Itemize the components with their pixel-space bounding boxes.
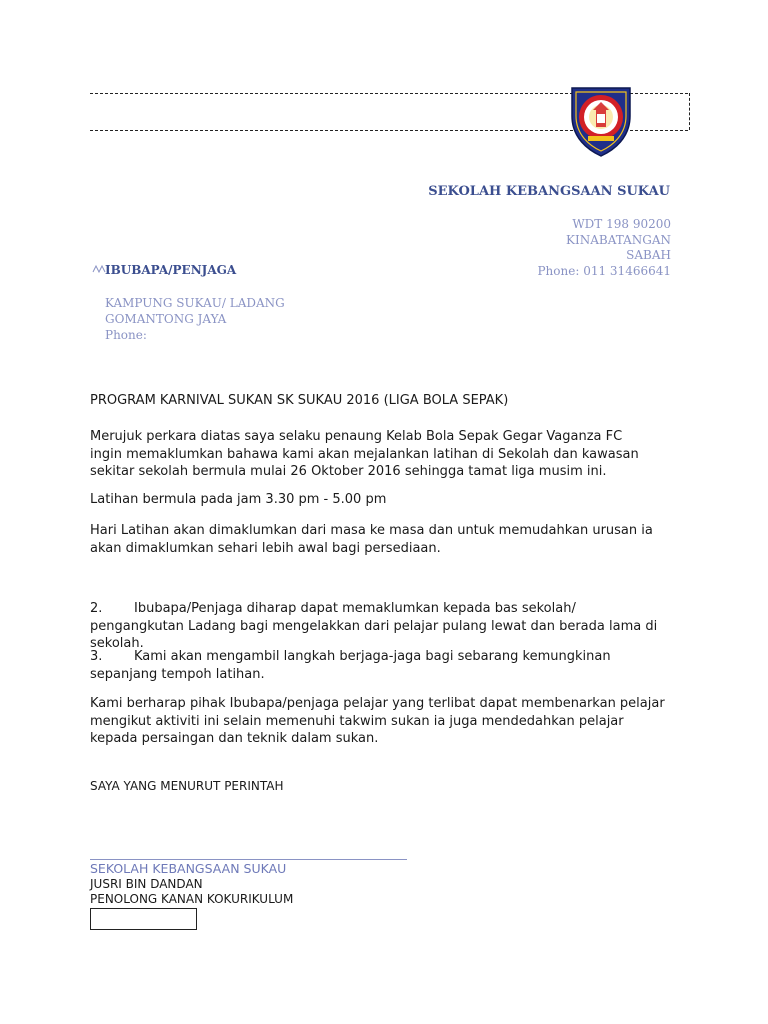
signature-position: PENOLONG KANAN KOKURIKULUM <box>90 892 294 906</box>
recipient-phone: Phone: <box>105 328 147 342</box>
signature-school: SEKOLAH KEBANGSAAN SUKAU <box>90 861 287 876</box>
signature-line <box>90 859 407 860</box>
letter-paragraph: Latihan bermula pada jam 3.30 pm - 5.00 pm <box>90 492 387 507</box>
sender-address-line: SABAH <box>626 248 671 262</box>
signature-stamp-box <box>90 908 197 930</box>
letter-paragraph: Hari Latihan akan dimaklumkan dari masa ke masa dan untuk memudahkan urusan ia akan dimaklumkan sehari lebih awal bagi persediaan. <box>90 523 653 556</box>
list-item-text: Kami akan mengambil langkah berjaga-jaga bagi sebarang kemungkinan sepanjang tempoh latihan. <box>90 649 611 682</box>
sender-address-line: KINABATANGAN <box>566 232 671 247</box>
recipient-address <box>105 295 285 343</box>
school-crest-logo <box>566 80 636 158</box>
recipient-address-line: GOMANTONG JAYA <box>105 312 227 326</box>
sender-school-name: SEKOLAH KEBANGSAAN SUKAU <box>428 184 670 199</box>
letter-paragraph: Kami berharap pihak Ibubapa/penjaga pelajar yang terlibat dapat membenarkan pelajar mengikut aktiviti ini selain memenuhi takwim sukan ia juga mendedahkan pelajar kepada persaingan dan teknik dalam sukan. <box>90 696 665 746</box>
sender-address-line: WDT 198 90200 <box>572 217 671 231</box>
letter-closing: SAYA YANG MENURUT PERINTAH <box>90 779 284 793</box>
header-rule-right-edge <box>689 93 690 130</box>
list-item-text: Ibubapa/Penjaga diharap dapat memaklumkan kepada bas sekolah/ pengangkutan Ladang bagi mengelakkan dari pelajar pulang lewat dan berada lama di sekolah. <box>90 601 658 651</box>
recipient-marker-icon <box>92 258 106 277</box>
letter-paragraph: Merujuk perkara diatas saya selaku penaung Kelab Bola Sepak Gegar Vaganza FC ingin memaklumkan bahawa kami akan mejalankan latihan di Sekolah dan kawasan sekitar sekolah bermula mulai 26 Oktober 2016 sehingga tamat liga musim ini. <box>90 429 639 479</box>
sender-address <box>537 217 671 279</box>
signature-name: JUSRI BIN DANDAN <box>90 877 203 891</box>
recipient-address-line: KAMPUNG SUKAU/ LADANG <box>105 296 285 310</box>
sender-phone: Phone: 011 31466641 <box>537 263 671 278</box>
letter-subject: PROGRAM KARNIVAL SUKAN SK SUKAU 2016 (LIGA BOLA SEPAK) <box>90 393 509 408</box>
letter-list-item <box>90 600 670 653</box>
letter-list-item <box>90 648 680 683</box>
recipient-title: IBUBAPA/PENJAGA <box>105 263 237 277</box>
list-item-number: 2. <box>90 601 103 616</box>
list-item-number: 3. <box>90 649 103 664</box>
